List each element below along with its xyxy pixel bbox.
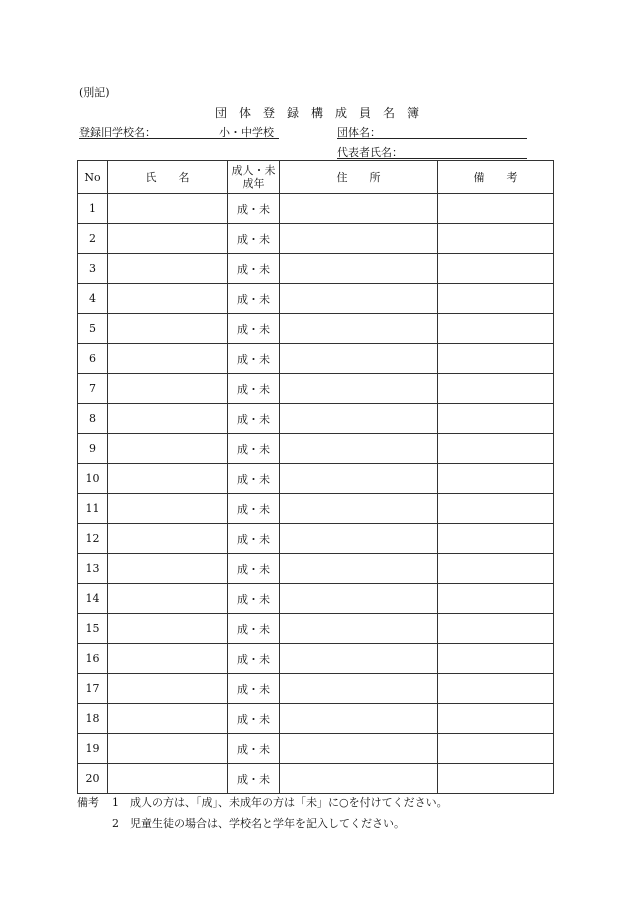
age-status-cell[interactable]: 成・未 [228,254,280,284]
row-number: 7 [78,374,108,404]
address-cell[interactable] [280,584,438,614]
remarks-cell[interactable] [438,764,554,794]
column-header-name: 氏 名 [108,161,228,194]
address-cell[interactable] [280,314,438,344]
table-row [78,614,554,644]
column-header-remarks: 備 考 [438,161,554,194]
name-cell[interactable] [108,224,228,254]
table-header-row [78,161,554,194]
row-number: 14 [78,584,108,614]
table-row [78,434,554,464]
row-number: 6 [78,344,108,374]
note-text: 成人の方は、「成」、未成年の方は「未」に○を付けてください。 [130,796,448,809]
address-cell[interactable] [280,614,438,644]
table-row [78,674,554,704]
representative-name-label: 代表者氏名： [337,146,403,159]
remarks-cell[interactable] [438,644,554,674]
age-status-cell[interactable]: 成・未 [228,764,280,794]
name-cell[interactable] [108,644,228,674]
remarks-cell[interactable] [438,524,554,554]
address-cell[interactable] [280,524,438,554]
row-number: 20 [78,764,108,794]
address-cell[interactable] [280,494,438,524]
row-number: 1 [78,194,108,224]
row-number: 18 [78,704,108,734]
table-row [78,344,554,374]
age-status-cell[interactable]: 成・未 [228,404,280,434]
age-status-cell[interactable]: 成・未 [228,584,280,614]
remarks-cell[interactable] [438,734,554,764]
table-row [78,704,554,734]
row-number: 4 [78,284,108,314]
address-cell[interactable] [280,224,438,254]
address-cell[interactable] [280,644,438,674]
row-number: 13 [78,554,108,584]
name-cell[interactable] [108,584,228,614]
note-item [112,794,448,810]
address-cell[interactable] [280,734,438,764]
member-roster-table [77,160,554,794]
table-row [78,644,554,674]
name-cell[interactable] [108,674,228,704]
age-status-cell[interactable]: 成・未 [228,194,280,224]
row-number: 3 [78,254,108,284]
name-cell[interactable] [108,284,228,314]
table-row [78,494,554,524]
name-cell[interactable] [108,314,228,344]
address-cell[interactable] [280,404,438,434]
row-number: 9 [78,434,108,464]
table-row [78,554,554,584]
row-number: 10 [78,464,108,494]
remarks-cell[interactable] [438,254,554,284]
table-row [78,314,554,344]
name-cell[interactable] [108,464,228,494]
remarks-cell[interactable] [438,584,554,614]
remarks-cell[interactable] [438,284,554,314]
age-status-cell[interactable]: 成・未 [228,284,280,314]
remarks-cell[interactable] [438,464,554,494]
table-row [78,224,554,254]
row-number: 2 [78,224,108,254]
name-cell[interactable] [108,194,228,224]
school-type-label: 小・中学校 [219,126,274,139]
column-header-no: No [78,161,108,194]
age-status-cell[interactable]: 成・未 [228,674,280,704]
name-cell[interactable] [108,374,228,404]
name-cell[interactable] [108,614,228,644]
row-number: 17 [78,674,108,704]
table-row [78,524,554,554]
age-status-cell[interactable]: 成・未 [228,494,280,524]
address-cell[interactable] [280,374,438,404]
table-row [78,734,554,764]
age-status-cell[interactable]: 成・未 [228,704,280,734]
table-row [78,284,554,314]
address-cell[interactable] [280,254,438,284]
address-cell[interactable] [280,434,438,464]
name-cell[interactable] [108,434,228,464]
remarks-cell[interactable] [438,224,554,254]
address-cell[interactable] [280,464,438,494]
name-cell[interactable] [108,764,228,794]
name-cell[interactable] [108,404,228,434]
table-row [78,374,554,404]
age-status-cell[interactable]: 成・未 [228,524,280,554]
note-number: 1 [112,796,119,809]
note-text: 児童生徒の場合は、学校名と学年を記入してください。 [130,817,405,830]
remarks-cell[interactable] [438,704,554,734]
age-status-cell[interactable]: 成・未 [228,554,280,584]
remarks-cell[interactable] [438,194,554,224]
age-status-cell[interactable]: 成・未 [228,344,280,374]
age-header-line1: 成人・未 [231,164,276,177]
address-cell[interactable] [280,704,438,734]
remarks-cell[interactable] [438,494,554,524]
group-name-label: 団体名： [337,126,381,139]
remarks-cell[interactable] [438,674,554,704]
table-row [78,764,554,794]
page-title: 団体登録構成員名簿 [215,106,432,120]
row-number: 8 [78,404,108,434]
remarks-cell[interactable] [438,314,554,344]
table-row [78,584,554,614]
name-cell[interactable] [108,254,228,284]
address-cell[interactable] [280,194,438,224]
name-cell[interactable] [108,554,228,584]
remarks-cell[interactable] [438,374,554,404]
school-name-label: 登録旧学校名： [79,126,156,139]
name-cell[interactable] [108,344,228,374]
address-cell[interactable] [280,284,438,314]
age-status-cell[interactable]: 成・未 [228,434,280,464]
address-cell[interactable] [280,554,438,584]
name-cell[interactable] [108,704,228,734]
remarks-cell[interactable] [438,614,554,644]
address-cell[interactable] [280,344,438,374]
row-number: 15 [78,614,108,644]
remarks-cell[interactable] [438,344,554,374]
age-status-cell[interactable]: 成・未 [228,374,280,404]
remarks-cell[interactable] [438,554,554,584]
name-cell[interactable] [108,524,228,554]
note-number: 2 [112,817,119,830]
note-item [112,815,405,831]
column-header-age-status [228,161,280,194]
attachment-label: (別記) [79,86,110,99]
age-status-cell[interactable]: 成・未 [228,614,280,644]
name-cell[interactable] [108,734,228,764]
age-status-cell[interactable]: 成・未 [228,464,280,494]
name-cell[interactable] [108,494,228,524]
representative-name-field[interactable] [337,158,527,159]
remarks-cell[interactable] [438,434,554,464]
row-number: 12 [78,524,108,554]
table-row [78,404,554,434]
row-number: 16 [78,644,108,674]
age-status-cell[interactable]: 成・未 [228,644,280,674]
address-cell[interactable] [280,674,438,704]
age-header-line2: 成年 [242,177,265,190]
row-number: 5 [78,314,108,344]
address-cell[interactable] [280,764,438,794]
remarks-cell[interactable] [438,404,554,434]
age-status-cell[interactable]: 成・未 [228,224,280,254]
row-number: 19 [78,734,108,764]
age-status-cell[interactable]: 成・未 [228,314,280,344]
age-status-cell[interactable]: 成・未 [228,734,280,764]
table-row [78,464,554,494]
table-row [78,194,554,224]
column-header-address: 住 所 [280,161,438,194]
row-number: 11 [78,494,108,524]
table-row [78,254,554,284]
notes-heading: 備考 [77,796,99,809]
group-name-field[interactable] [337,138,527,139]
